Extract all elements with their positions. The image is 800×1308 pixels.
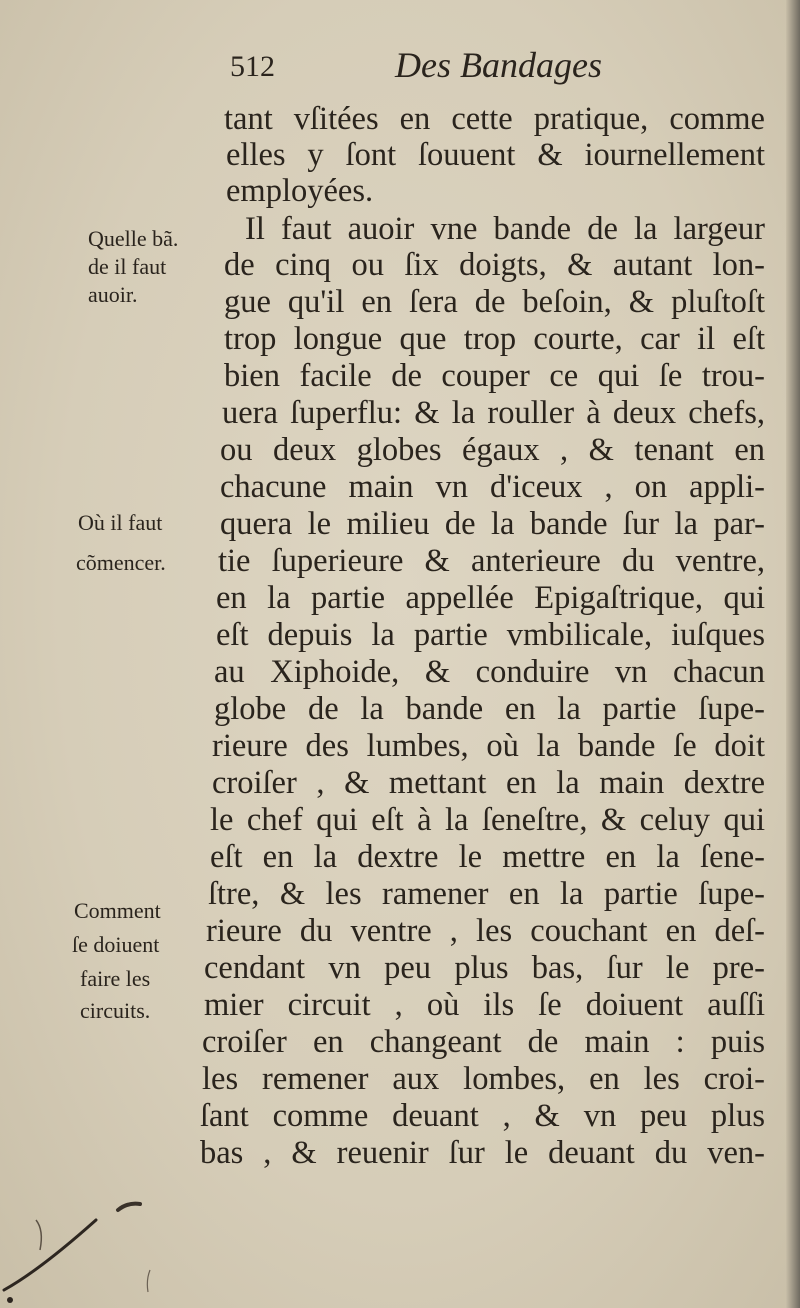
text-line: ſtre, & les ramener en la partie ſupe- <box>208 876 765 912</box>
page-header <box>230 42 770 92</box>
text-line: croiſer , & mettant en la main dextre <box>212 765 765 801</box>
text-line: le chef qui eſt à la ſeneſtre, & celuy qui <box>210 802 765 838</box>
text-line: uera ſuperflu: & la rouller à deux chefs, <box>222 395 765 431</box>
text-line: Il faut auoir vne bande de la largeur <box>245 211 765 247</box>
text-line: gue qu'il en ſera de beſoin, & pluſtoſt <box>224 284 765 320</box>
text-line: les remener aux lombes, en les croi- <box>202 1061 765 1097</box>
text-line: mier circuit , où ils ſe doiuent auſſi <box>204 987 765 1023</box>
ink-stroke-marks <box>0 1180 200 1308</box>
text-line: eſt en la dextre le mettre en la ſene- <box>210 839 765 875</box>
text-line: rieure des lumbes, où la bande ſe doit <box>212 728 765 764</box>
text-line: rieure du ventre , les couchant en deſ- <box>206 913 765 949</box>
text-line: quera le milieu de la bande ſur la par- <box>220 506 765 542</box>
text-line: bas , & reuenir ſur le deuant du ven- <box>200 1135 765 1171</box>
running-title: Des Bandages <box>395 45 602 85</box>
margin-note-line: faire les <box>80 966 151 991</box>
text-line: eſt depuis la partie vmbilicale, iuſques <box>216 617 765 653</box>
text-line: ſant comme deuant , & vn peu plus <box>200 1098 765 1134</box>
text-line: employées. <box>226 173 374 209</box>
text-line: au Xiphoide, & conduire vn chacun <box>214 654 765 690</box>
margin-note-line: Où il faut <box>78 510 163 535</box>
text-line: tant vſitées en cette pratique, comme <box>224 101 765 137</box>
text-line: chacune main vn d'iceux , on appli- <box>220 469 765 505</box>
text-line: en la partie appellée Epigaſtrique, qui <box>216 580 765 616</box>
margin-note-line: cõmencer. <box>76 550 166 575</box>
text-line: globe de la bande en la partie ſupe- <box>214 691 765 727</box>
text-line: de cinq ou ſix doigts, & autant lon- <box>224 247 765 283</box>
text-line: tie ſuperieure & anterieure du ventre, <box>218 543 765 579</box>
text-line: trop longue que trop courte, car il eſt <box>224 321 765 357</box>
page-edge-shadow <box>786 0 800 1308</box>
margin-note-line: circuits. <box>80 998 151 1023</box>
text-line: elles y ſont ſouuent & iournellement <box>226 137 765 173</box>
text-line: croiſer en changeant de main : puis <box>202 1024 765 1060</box>
page-number: 512 <box>230 50 275 83</box>
margin-note-line: de il faut <box>88 254 167 279</box>
margin-note-line: auoir. <box>88 282 138 307</box>
margin-note-line: Comment <box>74 898 161 923</box>
margin-note-line: Quelle bã. <box>88 226 179 251</box>
text-line: cendant vn peu plus bas, ſur le pre- <box>204 950 765 986</box>
text-line: bien facile de couper ce qui ſe trou- <box>224 358 765 394</box>
margin-note-line: ſe doiuent <box>72 932 160 957</box>
text-line: ou deux globes égaux , & tenant en <box>220 432 765 468</box>
